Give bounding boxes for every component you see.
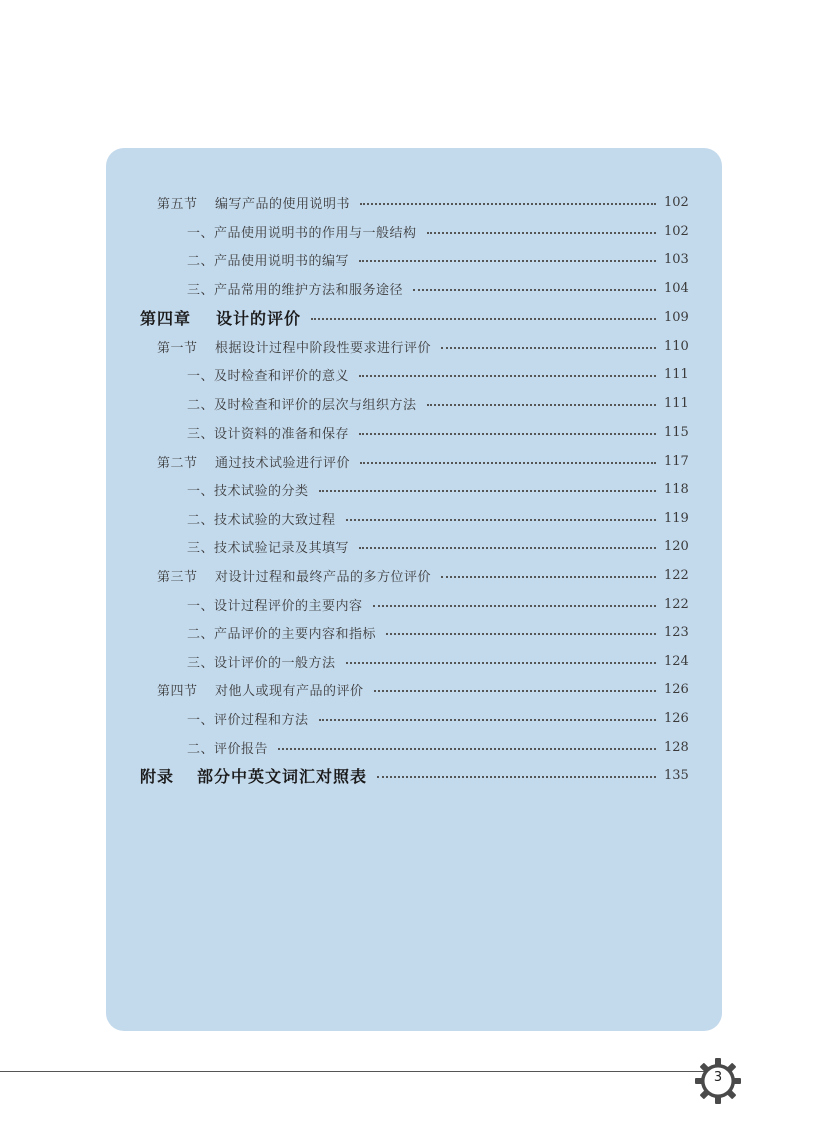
dot-leader	[441, 347, 656, 349]
toc-entry-item[interactable]	[140, 618, 688, 646]
toc-entry-page: 123	[664, 624, 689, 640]
toc-entry-label	[140, 306, 301, 329]
toc-entry-label	[187, 537, 349, 556]
dot-leader	[359, 375, 656, 377]
dot-leader	[319, 490, 656, 492]
dot-leader	[374, 690, 656, 692]
toc-entry-item[interactable]	[140, 217, 688, 245]
toc-entry-page: 102	[664, 194, 689, 210]
dot-leader	[319, 719, 656, 721]
toc-entry-label	[187, 423, 349, 442]
toc-entry-chapter[interactable]	[140, 303, 688, 331]
toc-entry-page: 109	[664, 309, 689, 325]
toc-entry-label	[157, 452, 350, 471]
toc-entry-number: 第四节	[157, 683, 198, 699]
toc-entry-title: 一、及时检查和评价的意义	[187, 368, 350, 384]
toc-entry-title: 二、技术试验的大致过程	[187, 512, 336, 528]
dot-leader	[346, 662, 656, 664]
toc-entry-page: 117	[664, 453, 689, 469]
toc-entry-label	[187, 738, 268, 757]
toc-entry-label	[157, 680, 364, 699]
dot-leader	[359, 260, 656, 262]
toc-entry-page: 111	[664, 395, 689, 411]
toc-entry-number: 第四章	[140, 308, 192, 328]
toc-entry-title: 三、设计评价的一般方法	[187, 655, 336, 671]
toc-entry-page: 124	[664, 653, 689, 669]
toc-entry-number: 第五节	[157, 196, 198, 212]
dot-leader	[311, 318, 656, 320]
dot-leader	[359, 547, 656, 549]
toc-entry-label	[157, 566, 431, 585]
toc-entry-item[interactable]	[140, 532, 688, 560]
page-number: 3	[713, 1070, 723, 1085]
toc-entry-label	[157, 337, 431, 356]
toc-entry-title: 一、评价过程和方法	[187, 712, 309, 728]
dot-leader	[413, 289, 656, 291]
toc-entry-page: 115	[664, 424, 689, 440]
toc-entry-page: 122	[664, 567, 689, 583]
toc-entry-page: 111	[664, 366, 689, 382]
toc-entry-label	[187, 595, 363, 614]
toc-entry-section[interactable]	[140, 188, 688, 216]
toc-entry-item[interactable]	[140, 389, 688, 417]
toc-entry-label	[187, 623, 376, 642]
dot-leader	[441, 576, 656, 578]
toc-entry-page: 102	[664, 223, 689, 239]
toc-entry-item[interactable]	[140, 360, 688, 388]
dot-leader	[427, 232, 656, 234]
toc-entry-section[interactable]	[140, 332, 688, 360]
toc-entry-page: 126	[664, 710, 689, 726]
toc-entry-appendix[interactable]	[140, 761, 688, 789]
toc-entry-item[interactable]	[140, 475, 688, 503]
toc-entry-item[interactable]	[140, 704, 688, 732]
toc-entry-label	[187, 480, 309, 499]
toc-entry-title: 三、设计资料的准备和保存	[187, 426, 350, 442]
footer-rule	[0, 1071, 704, 1072]
toc-entry-page: 120	[664, 538, 689, 554]
dot-leader	[377, 776, 656, 778]
dot-leader	[359, 433, 656, 435]
toc-entry-item[interactable]	[140, 274, 688, 302]
toc-entry-label	[187, 250, 349, 269]
toc-entry-title: 通过技术试验进行评价	[215, 455, 351, 471]
toc-entry-title: 二、产品评价的主要内容和指标	[187, 626, 377, 642]
dot-leader	[386, 633, 656, 635]
toc-entry-item[interactable]	[140, 245, 688, 273]
toc-entry-label	[187, 652, 336, 671]
toc-entry-number: 附录	[140, 766, 175, 786]
dot-leader	[278, 748, 656, 750]
toc-entry-item[interactable]	[140, 647, 688, 675]
toc-entry-label	[140, 764, 367, 787]
toc-entry-page: 122	[664, 596, 689, 612]
toc-entry-page: 119	[664, 510, 689, 526]
toc-entry-title: 对他人或现有产品的评价	[215, 683, 364, 699]
toc-entry-item[interactable]	[140, 504, 688, 532]
toc-entry-title: 一、产品使用说明书的作用与一般结构	[187, 225, 417, 241]
toc-entry-title: 一、技术试验的分类	[187, 483, 309, 499]
toc-entry-label	[187, 394, 417, 413]
toc-entry-number: 第一节	[157, 340, 198, 356]
toc-entry-page: 104	[664, 280, 689, 296]
toc-entry-item[interactable]	[140, 418, 688, 446]
toc-entry-label	[187, 365, 349, 384]
toc-entry-page: 126	[664, 681, 689, 697]
toc-entry-title: 根据设计过程中阶段性要求进行评价	[215, 340, 432, 356]
toc-entry-page: 128	[664, 739, 689, 755]
dot-leader	[360, 462, 656, 464]
toc-entry-number: 第三节	[157, 569, 198, 585]
toc-entry-title: 部分中英文词汇对照表	[197, 766, 368, 786]
dot-leader	[360, 203, 656, 205]
toc-entry-label	[187, 279, 403, 298]
toc-entry-title: 三、技术试验记录及其填写	[187, 540, 350, 556]
toc-entry-number: 第二节	[157, 455, 198, 471]
toc-entry-item[interactable]	[140, 733, 688, 761]
toc-entry-title: 二、产品使用说明书的编写	[187, 253, 350, 269]
toc-entry-title: 对设计过程和最终产品的多方位评价	[215, 569, 432, 585]
dot-leader	[427, 404, 656, 406]
toc-entry-section[interactable]	[140, 561, 688, 589]
dot-leader	[346, 519, 656, 521]
toc-entry-page: 103	[664, 251, 689, 267]
toc-entry-label	[157, 193, 350, 212]
toc-entry-title: 设计的评价	[216, 308, 302, 328]
toc-entry-label	[187, 709, 309, 728]
toc-entry-title: 一、设计过程评价的主要内容	[187, 598, 363, 614]
toc-entry-page: 110	[664, 338, 689, 354]
toc-entry-title: 二、评价报告	[187, 741, 269, 757]
toc-entry-page: 135	[664, 767, 689, 783]
toc-entry-section[interactable]	[140, 447, 688, 475]
toc-entry-title: 编写产品的使用说明书	[215, 196, 351, 212]
toc-entry-label	[187, 509, 336, 528]
toc-entry-item[interactable]	[140, 590, 688, 618]
toc-entry-label	[187, 222, 417, 241]
toc-entry-title: 三、产品常用的维护方法和服务途径	[187, 282, 404, 298]
dot-leader	[373, 605, 656, 607]
toc-entry-section[interactable]	[140, 675, 688, 703]
toc-entry-page: 118	[664, 481, 689, 497]
toc-entry-title: 二、及时检查和评价的层次与组织方法	[187, 397, 417, 413]
